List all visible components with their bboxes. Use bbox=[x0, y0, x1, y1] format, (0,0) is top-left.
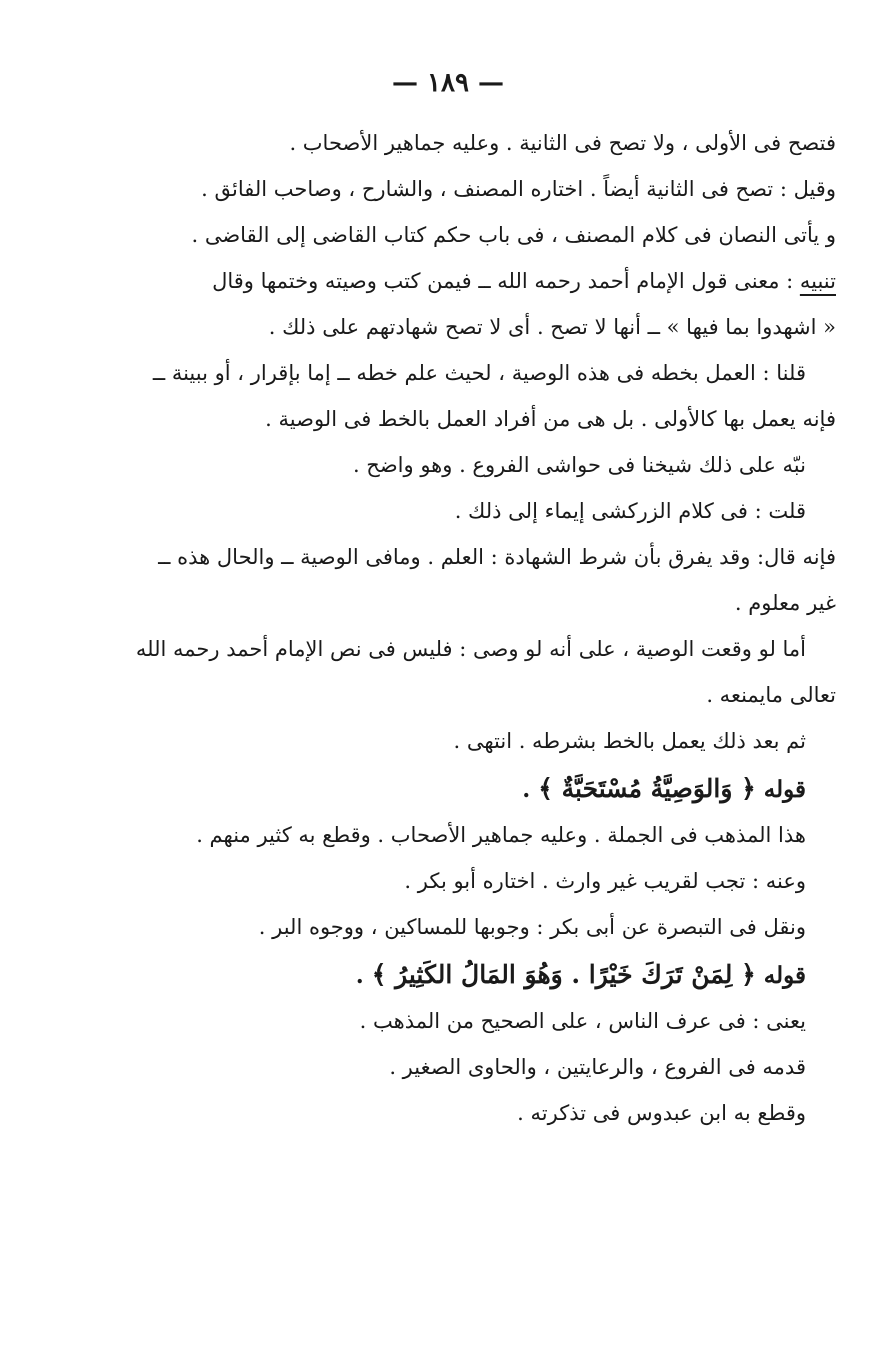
text-line: فإنه يعمل بها كالأولى . بل هى من أفراد العمل بالخط فى الوصية . bbox=[265, 407, 836, 431]
text-line: يعنى : فى عرف الناس ، على الصحيح من المذهب . bbox=[359, 1009, 806, 1033]
qawluhu-label: قوله bbox=[763, 776, 806, 803]
text-line: قلنا : العمل بخطه فى هذه الوصية ، لحيث علم خطه ــ إما بإقرار ، أو ببينة ــ bbox=[152, 361, 806, 385]
text-line: وقيل : تصح فى الثانية أيضاً . اختاره المصنف ، والشارح ، وصاحب الفائق . bbox=[201, 177, 836, 201]
qawluhu-label: قوله bbox=[763, 962, 806, 989]
page-number: — ١٨٩ — bbox=[391, 68, 505, 98]
text-line: قلت : فى كلام الزركشى إيماء إلى ذلك . bbox=[454, 499, 806, 523]
body-text bbox=[135, 128, 836, 1144]
text-line: ثم بعد ذلك يعمل بالخط بشرطه . انتهى . bbox=[453, 729, 806, 753]
text-line: نبّه على ذلك شيخنا فى حواشى الفروع . وهو واضح . bbox=[352, 453, 806, 477]
text-line: « اشهدوا بما فيها » ــ أنها لا تصح . أى لا تصح شهادتهم على ذلك . bbox=[268, 315, 836, 339]
text-line: قدمه فى الفروع ، والرعايتين ، والحاوى الصغير . bbox=[389, 1055, 806, 1079]
text-line: هذا المذهب فى الجملة . وعليه جماهير الأصحاب . وقطع به كثير منهم . bbox=[196, 823, 806, 847]
text-line: وعنه : تجب لقريب غير وارث . اختاره أبو بكر . bbox=[404, 869, 806, 893]
text-line: وقطع به ابن عبدوس فى تذكرته . bbox=[517, 1101, 806, 1125]
quran-quote: ﴿ وَالوَصِيَّةُ مُسْتَحَبَّةٌ ﴾ bbox=[538, 774, 756, 803]
text-line: أما لو وقعت الوصية ، على أنه لو وصى : فليس فى نص الإمام أحمد رحمه الله bbox=[135, 637, 806, 661]
quote-heading bbox=[178, 772, 806, 806]
text-line: ونقل فى التبصرة عن أبى بكر : وجوبها للمساكين ، ووجوه البر . bbox=[258, 915, 806, 939]
text-line: و يأتى النصان فى كلام المصنف ، فى باب حكم كتاب القاضى إلى القاضى . bbox=[191, 223, 836, 247]
heading-punct: . bbox=[355, 962, 372, 989]
quote-heading bbox=[178, 958, 806, 992]
heading-punct: . bbox=[522, 776, 539, 803]
text-line: فتصح فى الأولى ، ولا تصح فى الثانية . وعليه جماهير الأصحاب . bbox=[289, 131, 836, 155]
tanbih-label: تنبيه bbox=[799, 269, 836, 293]
text-line: فإنه قال: وقد يفرق بأن شرط الشهادة : العلم . ومافى الوصية ــ والحال هذه ــ bbox=[158, 545, 836, 569]
text-line-tanbih bbox=[178, 266, 836, 296]
quran-quote: ﴿ لِمَنْ تَرَكَ خَيْرًا . وَهُوَ المَالُ الكَثِيرُ ﴾ bbox=[371, 960, 756, 989]
tanbih-text: : معنى قول الإمام أحمد رحمه الله ــ فيمن كتب وصيته وختمها وقال bbox=[212, 269, 800, 293]
text-line: غير معلوم . bbox=[734, 591, 836, 615]
text-line: تعالى مايمنعه . bbox=[706, 683, 836, 707]
